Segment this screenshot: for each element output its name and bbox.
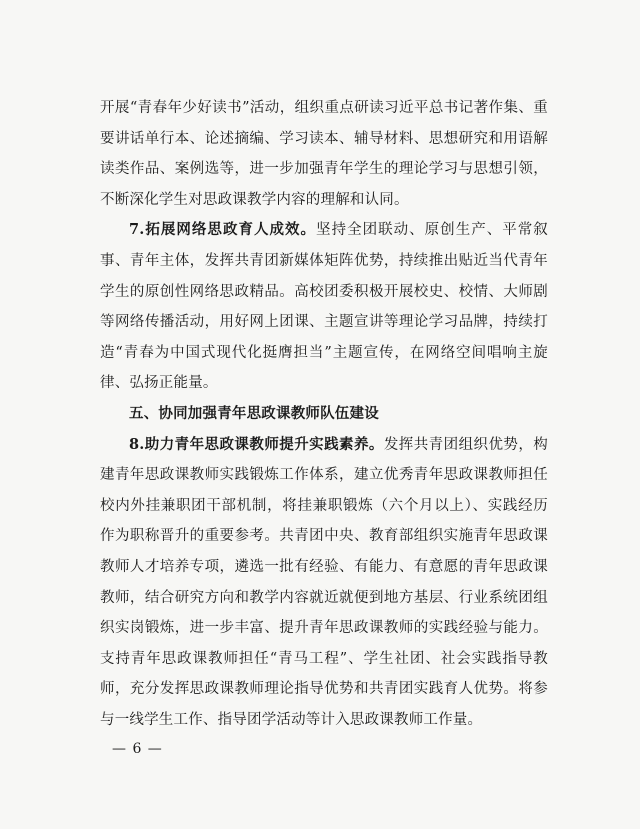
page-number: — 6 — [112,741,163,757]
paragraph-item-8 [100,430,548,736]
paragraph-continued: 开展“青春年少好读书”活动，组织重点研读习近平总书记著作集、重要讲话单行本、论述摘编、学习读本、辅导材料、思想研究和用语解读类作品、案例选等，进一步加强青年学生的理论学习与思想引领，不断深化学生对思政课教学内容的理解和认同。 [100,100,548,208]
document-body [100,93,548,735]
item-7-lead: 7.拓展网络思政育人成效。 [129,221,317,239]
paragraph-item-7 [100,215,548,399]
section-5-heading: 五、协同加强青年思政课教师队伍建设 [129,405,379,422]
item-7-body: 坚持全团联动、原创生产、平常叙事、青年主体，发挥共青团新媒体矩阵优势，持续推出贴近当代青年学生的原创性网络思政精品。高校团委积极开展校史、校情、大师剧等网络传播活动，用好网上团课、主题宣讲等理论学习品牌，持续打造“青春为中国式现代化挺膺担当”主题宣传，在网络空间唱响主旋律、弘扬正能量。 [100,222,548,392]
item-8-lead: 8.助力青年思政课教师提升实践素养。 [129,435,384,453]
item-8-body: 发挥共青团组织优势，构建青年思政课教师实践锻炼工作体系，建立优秀青年思政课教师担任校内外挂兼职团干部机制，将挂兼职锻炼（六个月以上）、实践经历作为职称晋升的重要参考。共青团中央、教育部组织实施青年思政课教师人才培养专项，遴选一批有经验、有能力、有意愿的青年思政课教师，结合研究方向和教学内容就近就便到地方基层、行业系统团组织实岗锻炼，进一步丰富、提升青年思政课教师的实践经验与能力。支持青年思政课教师担任“青马工程”、学生社团、社会实践指导教师，充分发挥思政课教师理论指导优势和共青团实践育人优势。将参与一线学生工作、指导团学活动等计入思政课教师工作量。 [100,436,548,728]
